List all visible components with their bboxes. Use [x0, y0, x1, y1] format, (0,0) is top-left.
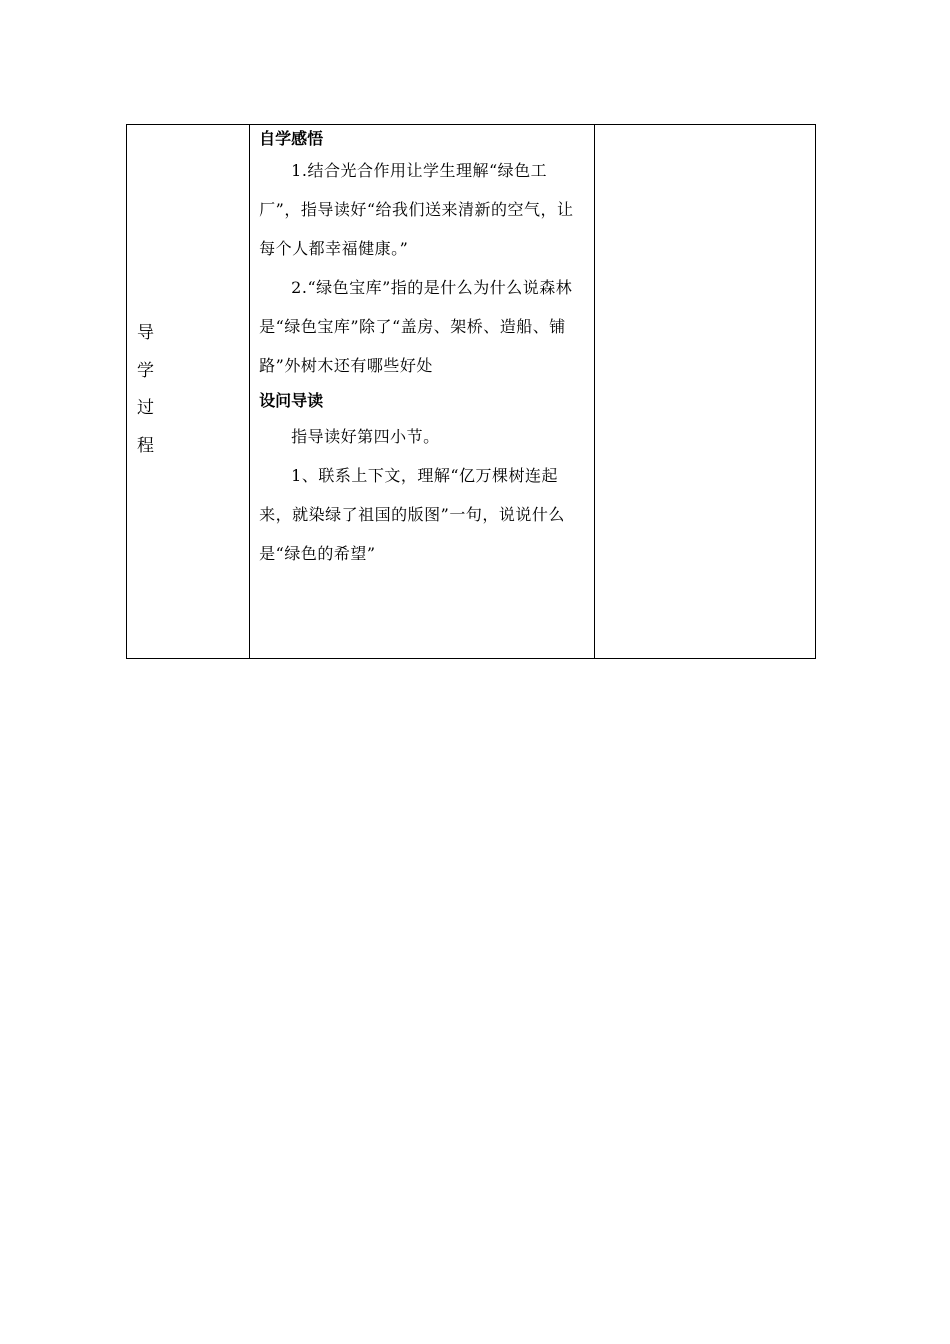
- paragraph: 指导读好第四小节。: [291, 427, 440, 446]
- side-label-cell: [127, 125, 250, 659]
- notes-cell: [594, 125, 815, 659]
- content-cell: [250, 125, 595, 659]
- side-label: [137, 315, 154, 465]
- paragraph: 1、联系上下文，理解“亿万棵树连起来，就染绿了祖国的版图”一句，说说什么是“绿色的希望”: [259, 466, 565, 563]
- table-row: [127, 125, 816, 659]
- section-heading-guided-reading: 设问导读: [259, 391, 324, 410]
- lesson-plan-table: [126, 124, 816, 659]
- paragraph: 2.“绿色宝库”指的是什么为什么说森林是“绿色宝库”除了“盖房、架桥、造船、铺路”外树木还有哪些好处: [259, 278, 573, 375]
- side-label-char: 过: [137, 398, 154, 418]
- section-heading-self-study: 自学感悟: [259, 129, 324, 148]
- side-label-char: 程: [137, 435, 154, 456]
- paragraph: 1.结合光合作用让学生理解“绿色工厂”，指导读好“给我们送来清新的空气，让每个人都幸福健康。”: [259, 161, 574, 258]
- side-label-char: 学: [137, 360, 154, 381]
- side-label-char: 导: [137, 323, 154, 343]
